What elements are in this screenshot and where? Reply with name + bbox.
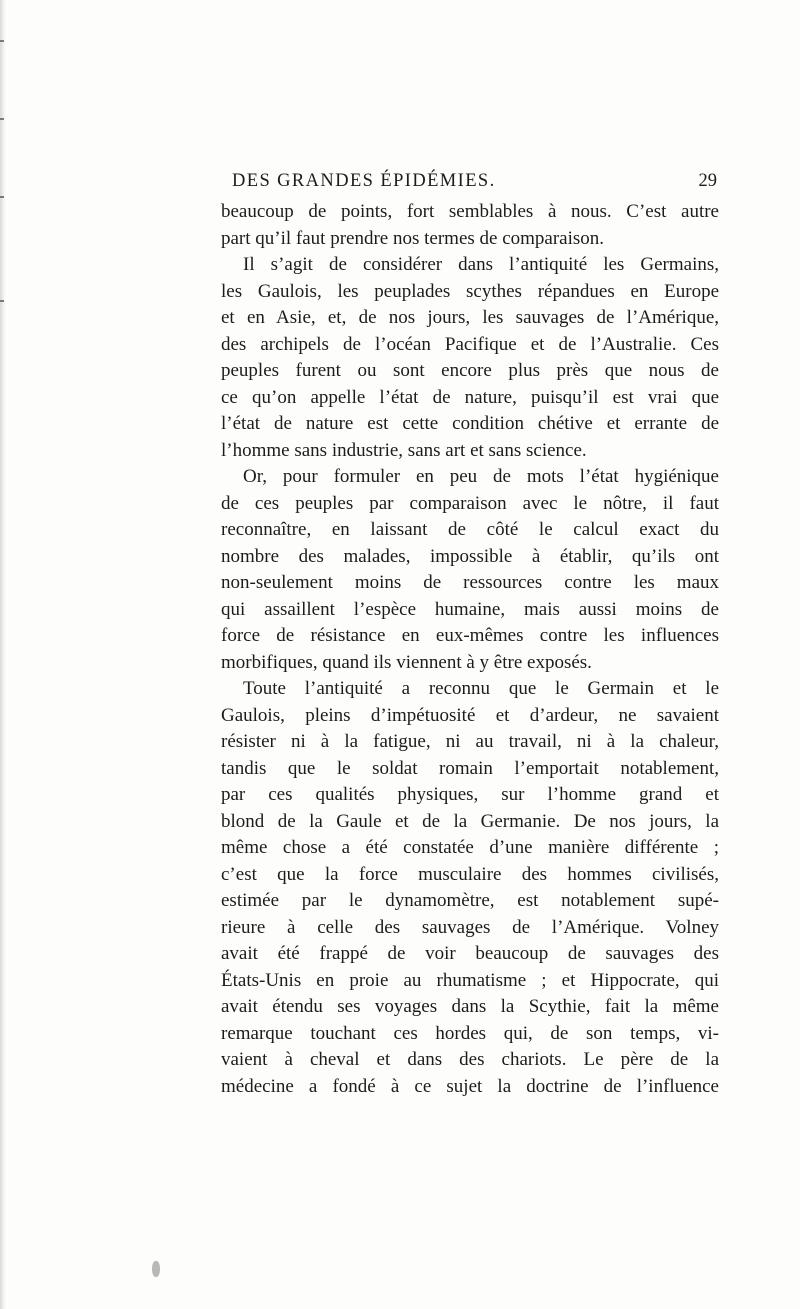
text-line: reconnaître, en laissant de côté le calcul exact du	[221, 519, 719, 540]
ink-spot	[152, 1261, 160, 1277]
text-line: blond de la Gaule et de la Germanie. De nos jours, la	[221, 810, 719, 832]
text-line: ce qu’on appelle l’état de nature, puisqu’il est vrai que	[221, 386, 719, 408]
text-line: les Gaulois, les peuplades scythes répandues en Europe	[221, 280, 719, 302]
paragraph	[221, 252, 719, 464]
text-line: estimée par le dynamomètre, est notablement supé-	[221, 890, 719, 911]
running-title: DES GRANDES ÉPIDÉMIES.	[232, 171, 496, 191]
text-line: morbifiques, quand ils viennent à y être exposés.	[221, 651, 592, 673]
text-line: même chose a été constatée d’une manière différente ;	[221, 837, 719, 858]
text-line: peuples furent ou sont encore plus près que nous de	[221, 360, 719, 381]
edge-mark	[0, 118, 4, 120]
text-line: Il s’agit de considérer dans l’antiquité les Germains,	[243, 254, 719, 275]
text-line: rieure à celle des sauvages de l’Amérique. Volney	[221, 916, 719, 938]
text-line: et en Asie, et, de nos jours, les sauvages de l’Amérique,	[221, 307, 719, 328]
text-line: Toute l’antiquité a reconnu que le Germain et le	[243, 678, 719, 699]
running-head	[232, 171, 717, 193]
text-line: non-seulement moins de ressources contre les maux	[221, 572, 719, 593]
text-line: des archipels de l’océan Pacifique et de l’Australie. Ces	[221, 333, 719, 355]
edge-mark	[0, 196, 4, 198]
text-line: avait étendu ses voyages dans la Scythie, fait la même	[221, 996, 719, 1017]
text-line: avait été frappé de voir beaucoup de sauvages des	[221, 943, 719, 964]
paragraph	[221, 199, 719, 252]
text-line: beaucoup de points, fort semblables à nous. C’est autre	[221, 201, 719, 222]
text-line: Gaulois, pleins d’impétuosité et d’ardeur, ne savaient	[221, 704, 719, 726]
edge-mark	[0, 40, 4, 42]
text-line: nombre des malades, impossible à établir, qu’ils ont	[221, 545, 719, 567]
page-binding-edge	[0, 0, 6, 1309]
page-number: 29	[698, 171, 717, 191]
edge-mark	[0, 300, 4, 302]
text-line: part qu’il faut prendre nos termes de comparaison.	[221, 227, 605, 249]
paragraph	[221, 676, 719, 1100]
text-line: médecine a fondé à ce sujet la doctrine de l’influence	[221, 1075, 719, 1097]
body-text	[221, 199, 719, 1100]
text-line: l’état de nature est cette condition chétive et errante de	[221, 413, 719, 434]
text-line: force de résistance en eux-mêmes contre les influences	[221, 625, 719, 646]
text-line: vaient à cheval et dans des chariots. Le père de la	[221, 1049, 719, 1070]
text-line: par ces qualités physiques, sur l’homme grand et	[221, 784, 719, 805]
text-line: qui assaillent l’espèce humaine, mais aussi moins de	[221, 598, 719, 620]
text-line: de ces peuples par comparaison avec le nôtre, il faut	[221, 492, 719, 514]
text-line: États-Unis en proie au rhumatisme ; et Hippocrate, qui	[221, 969, 719, 991]
paragraph	[221, 464, 719, 676]
text-line: résister ni à la fatigue, ni au travail, ni à la chaleur,	[221, 731, 719, 752]
text-line: l’homme sans industrie, sans art et sans science.	[221, 439, 587, 461]
text-line: tandis que le soldat romain l’emportait notablement,	[221, 757, 719, 779]
text-line: c’est que la force musculaire des hommes civilisés,	[221, 863, 719, 885]
text-line: remarque touchant ces hordes qui, de son temps, vi-	[221, 1022, 719, 1044]
text-line: Or, pour formuler en peu de mots l’état hygiénique	[243, 466, 719, 487]
